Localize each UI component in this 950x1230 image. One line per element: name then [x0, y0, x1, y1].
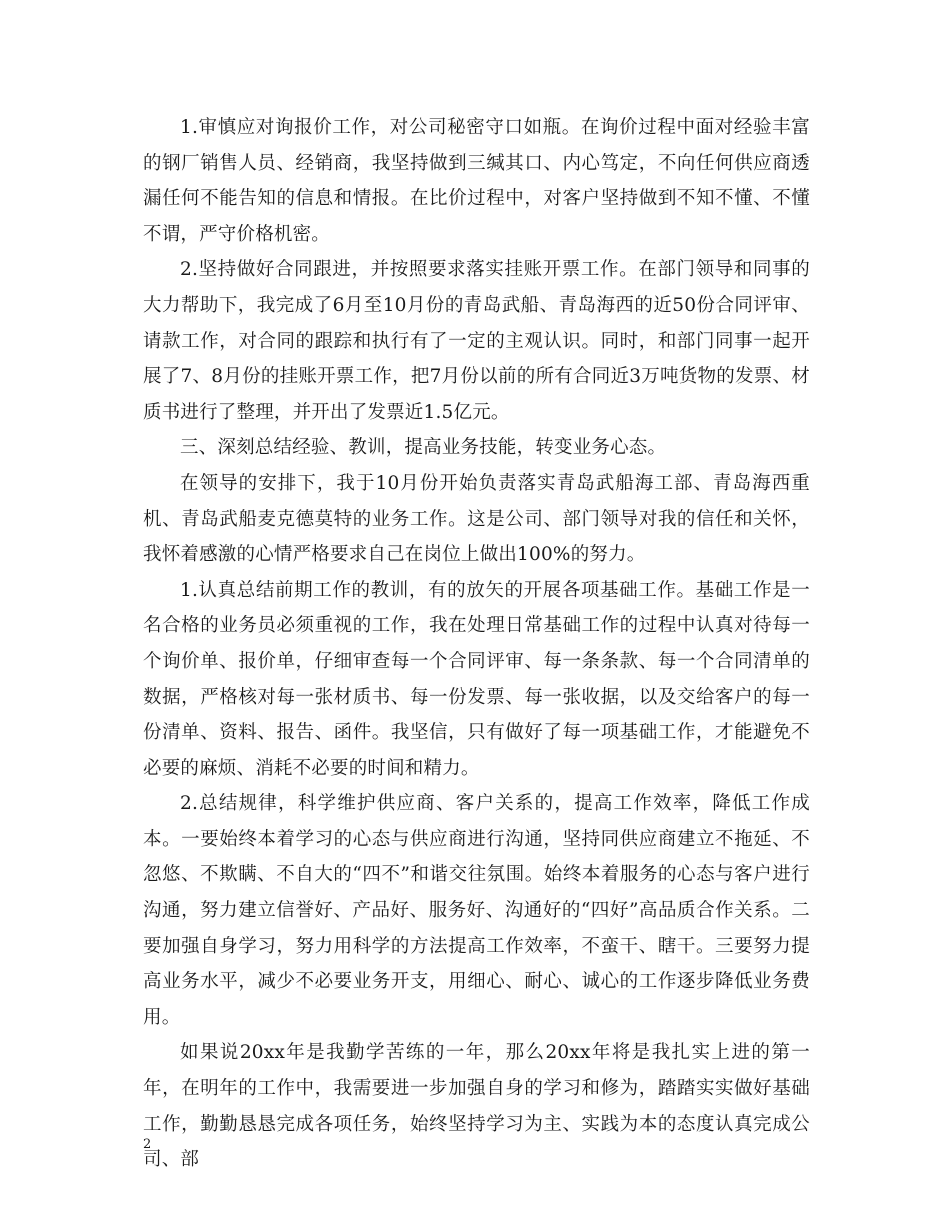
- document-body: [143, 110, 810, 1178]
- paragraph-relationship-maintenance: 2.总结规律，科学维护供应商、客户关系的，提高工作效率，降低工作成本。一要始终本着学习的心态与供应商进行沟通，坚持同供应商建立不拖延、不忽悠、不欺瞒、不自大的“四不”和谐交往氛围。始终本着服务的心态与客户进行沟通，努力建立信誉好、产品好、服务好、沟通好的“四好”高品质合作关系。二要加强自身学习，努力用科学的方法提高工作效率，不蛮干、瞎干。三要努力提高业务水平，减少不必要业务开支，用细心、耐心、诚心的工作逐步降低业务费用。: [143, 793, 810, 1028]
- paragraph-next-year-plan: 如果说20xx年是我勤学苦练的一年，那么20xx年将是我扎实上进的第一年，在明年的工作中，我需要进一步加强自身的学习和修为，踏踏实实做好基础工作，勤勤恳恳完成各项任务，始终坚持学习为主、实践为本的态度认真完成公司、部: [143, 1042, 810, 1171]
- page-number: 2: [143, 1137, 152, 1152]
- paragraph-contract-followup: 2.坚持做好合同跟进，并按照要求落实挂账开票工作。在部门领导和同事的大力帮助下，我完成了6月至10月份的青岛武船、青岛海西的近50份合同评审、请款工作，对合同的跟踪和执行有了一定的主观认识。同时，和部门同事一起开展了7、8月份的挂账开票工作，把7月份以前的所有合同近3万吨货物的发票、材质书进行了整理，并开出了发票近1.5亿元。: [143, 259, 810, 423]
- paragraph-new-responsibility: 在领导的安排下，我于10月份开始负责落实青岛武船海工部、青岛海西重机、青岛武船麦克德莫特的业务工作。这是公司、部门领导对我的信任和关怀，我怀着感激的心情严格要求自己在岗位上做出100%的努力。: [143, 472, 810, 566]
- paragraph-basic-work: 1.认真总结前期工作的教训，有的放矢的开展各项基础工作。基础工作是一名合格的业务员必须重视的工作，我在处理日常基础工作的过程中认真对待每一个询价单、报价单，仔细审查每一个合同评审、每一条条款、每一个合同清单的数据，严格核对每一张材质书、每一份发票、每一张收据，以及交给客户的每一份清单、资料、报告、函件。我坚信，只有做好了每一项基础工作，才能避免不必要的麻烦、消耗不必要的时间和精力。: [143, 579, 810, 779]
- section-heading-summary: 三、深刻总结经验、教训，提高业务技能，转变业务心态。: [180, 437, 667, 459]
- paragraph-inquiry-quotation: 1.审慎应对询报价工作，对公司秘密守口如瓶。在询价过程中面对经验丰富的钢厂销售人员、经销商，我坚持做到三缄其口、内心笃定，不向任何供应商透漏任何不能告知的信息和情报。在比价过程中，对客户坚持做到不知不懂、不懂不谓，严守价格机密。: [143, 117, 810, 245]
